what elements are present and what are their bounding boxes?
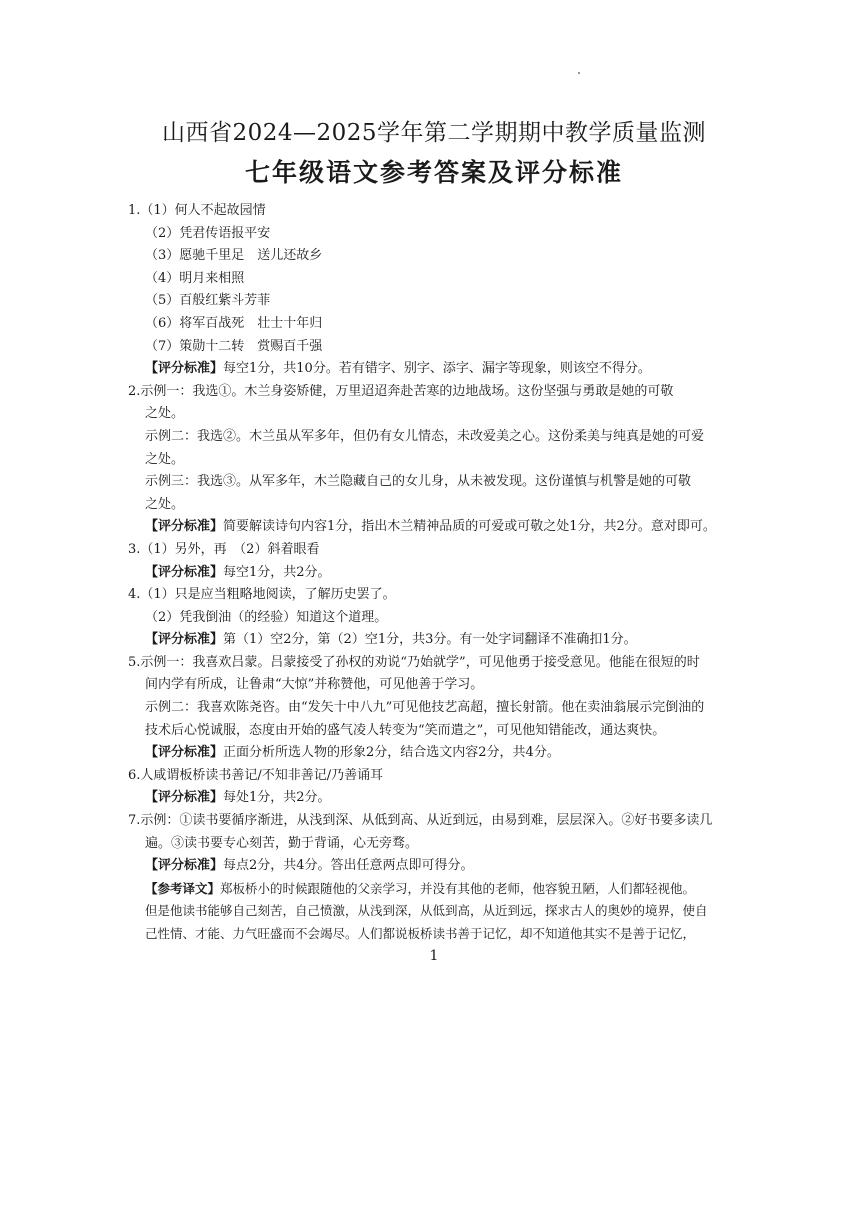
q6-scoring: [128, 787, 748, 810]
translation-line-2: 但是他读书能够自己刻苦，自己愤激，从浅到深，从低到高，从近到远，探求古人的奥妙的境界，使自: [145, 903, 708, 919]
scoring-tag: 【评分标准】: [145, 745, 224, 761]
translation-line-3: 己性情、才能、力气旺盛而不会竭尽。人们都说板桥读书善于记忆，却不知道他其实不是善于记忆，: [145, 926, 696, 941]
scoring-tag: 【评分标准】: [145, 790, 224, 806]
q5-scoring: [128, 742, 748, 765]
scoring-text: 每空1分，共2分。: [223, 564, 331, 580]
q4-line-1: 4.（1）只是应当粗略地阅读，了解历史罢了。: [128, 587, 396, 603]
q3-line-1: 3.（1）另外，再 （2）斜着眼看: [128, 541, 320, 557]
scoring-text: 第（1）空2分，第（2）空1分，共3分。有一处字词翻译不准确扣1分。: [223, 632, 637, 648]
q1-line-3: （3）愿驰千里足 送儿还故乡: [145, 248, 323, 264]
q5-line-4: 技术后心悦诚服，态度由开始的盛气凌人转变为“笑而遣之”，可见他知错能改，通达爽快。: [145, 722, 666, 738]
answer-content: [128, 200, 748, 946]
q2-scoring: [128, 516, 748, 539]
q7-line-2: 遍。③读书要专心刻苦，勤于背诵，心无旁骛。: [145, 835, 419, 851]
q1-line-2: （2）凭君传语报平安: [145, 225, 271, 241]
q7-line-1: 7.示例：①读书要循序渐进，从浅到深、从低到高、从近到远，由易到难，层层深入。②好书要多读几: [128, 813, 713, 829]
scoring-text: 正面分析所选人物的形象2分，结合选文内容2分，共4分。: [223, 745, 560, 761]
scoring-text: 每点2分，共4分。答出任意两点即可得分。: [223, 858, 474, 874]
scoring-tag: 【评分标准】: [145, 858, 224, 874]
translation-text: 郑板桥小的时候跟随他的父亲学习，并没有其他的老师，他容貌丑陋，人们都轻视他。: [220, 880, 696, 896]
page-number: 1: [429, 948, 439, 964]
q1-scoring: [128, 358, 748, 381]
q1-line-1: 1.（1）何人不起故园情: [128, 203, 266, 218]
q1-line-4: （4）明月来相照: [145, 270, 245, 286]
q1-line-7: （7）策勋十二转 赏赐百千强: [145, 338, 323, 354]
q2-line-5: 示例三：我选③。从军多年，木兰隐藏自己的女儿身，从未被发现。这份谨慎与机警是她的可敬: [145, 474, 692, 490]
scoring-tag: 【评分标准】: [145, 361, 224, 377]
scoring-text: 每处1分，共2分。: [223, 790, 331, 806]
q4-scoring: [128, 629, 748, 652]
q2-line-6: 之处。: [145, 496, 185, 512]
q6-line-1: 6.人咸谓板桥读书善记/不知非善记/乃善诵耳: [128, 767, 384, 783]
q5-line-2: 间内学有所成，让鲁肃“大惊”并称赞他，可见他善于学习。: [145, 677, 484, 693]
q5-line-3: 示例二：我喜欢陈尧咨。由“发矢十中八九”可见他技艺高超，擅长射箭。他在卖油翁展示完倒油的: [145, 700, 705, 716]
translation-line-1: [128, 878, 748, 901]
exam-title: 山西省2024—2025学年第二学期期中教学质量监测: [161, 120, 707, 146]
scan-dot: [578, 72, 580, 74]
q3-scoring: [128, 562, 748, 585]
q1-line-5: （5）百般红紫斗芳菲: [145, 293, 271, 309]
scoring-text: 每空1分，共10分。若有错字、别字、添字、漏字等现象，则该空不得分。: [223, 361, 651, 377]
q2-line-2: 之处。: [145, 406, 185, 422]
q2-line-4: 之处。: [145, 451, 185, 467]
q4-line-2: （2）凭我倒油（的经验）知道这个道理。: [145, 609, 388, 625]
translation-tag: 【参考译文】: [145, 880, 221, 896]
q5-line-1: 5.示例一：我喜欢吕蒙。吕蒙接受了孙权的劝说“乃始就学”，可见他勇于接受意见。他能在很短的时: [128, 654, 700, 670]
q1-line-6: （6）将军百战死 壮士十年归: [145, 315, 323, 331]
q7-scoring: [128, 855, 748, 878]
answer-key-title: 七年级语文参考答案及评分标准: [244, 158, 623, 187]
q2-line-3: 示例二：我选②。木兰虽从军多年，但仍有女儿情态，未改爱美之心。这份柔美与纯真是她的可爱: [145, 428, 705, 444]
scoring-tag: 【评分标准】: [145, 564, 224, 580]
scoring-text: 简要解读诗句内容1分，指出木兰精神品质的可爱或可敬之处1分，共2分。意对即可。: [223, 519, 716, 535]
scoring-tag: 【评分标准】: [145, 632, 224, 648]
scoring-tag: 【评分标准】: [145, 519, 224, 535]
q2-line-1: 2.示例一：我选①。木兰身姿矫健，万里迢迢奔赴苦寒的边地战场。这份坚强与勇敢是她的可敬: [128, 383, 674, 399]
